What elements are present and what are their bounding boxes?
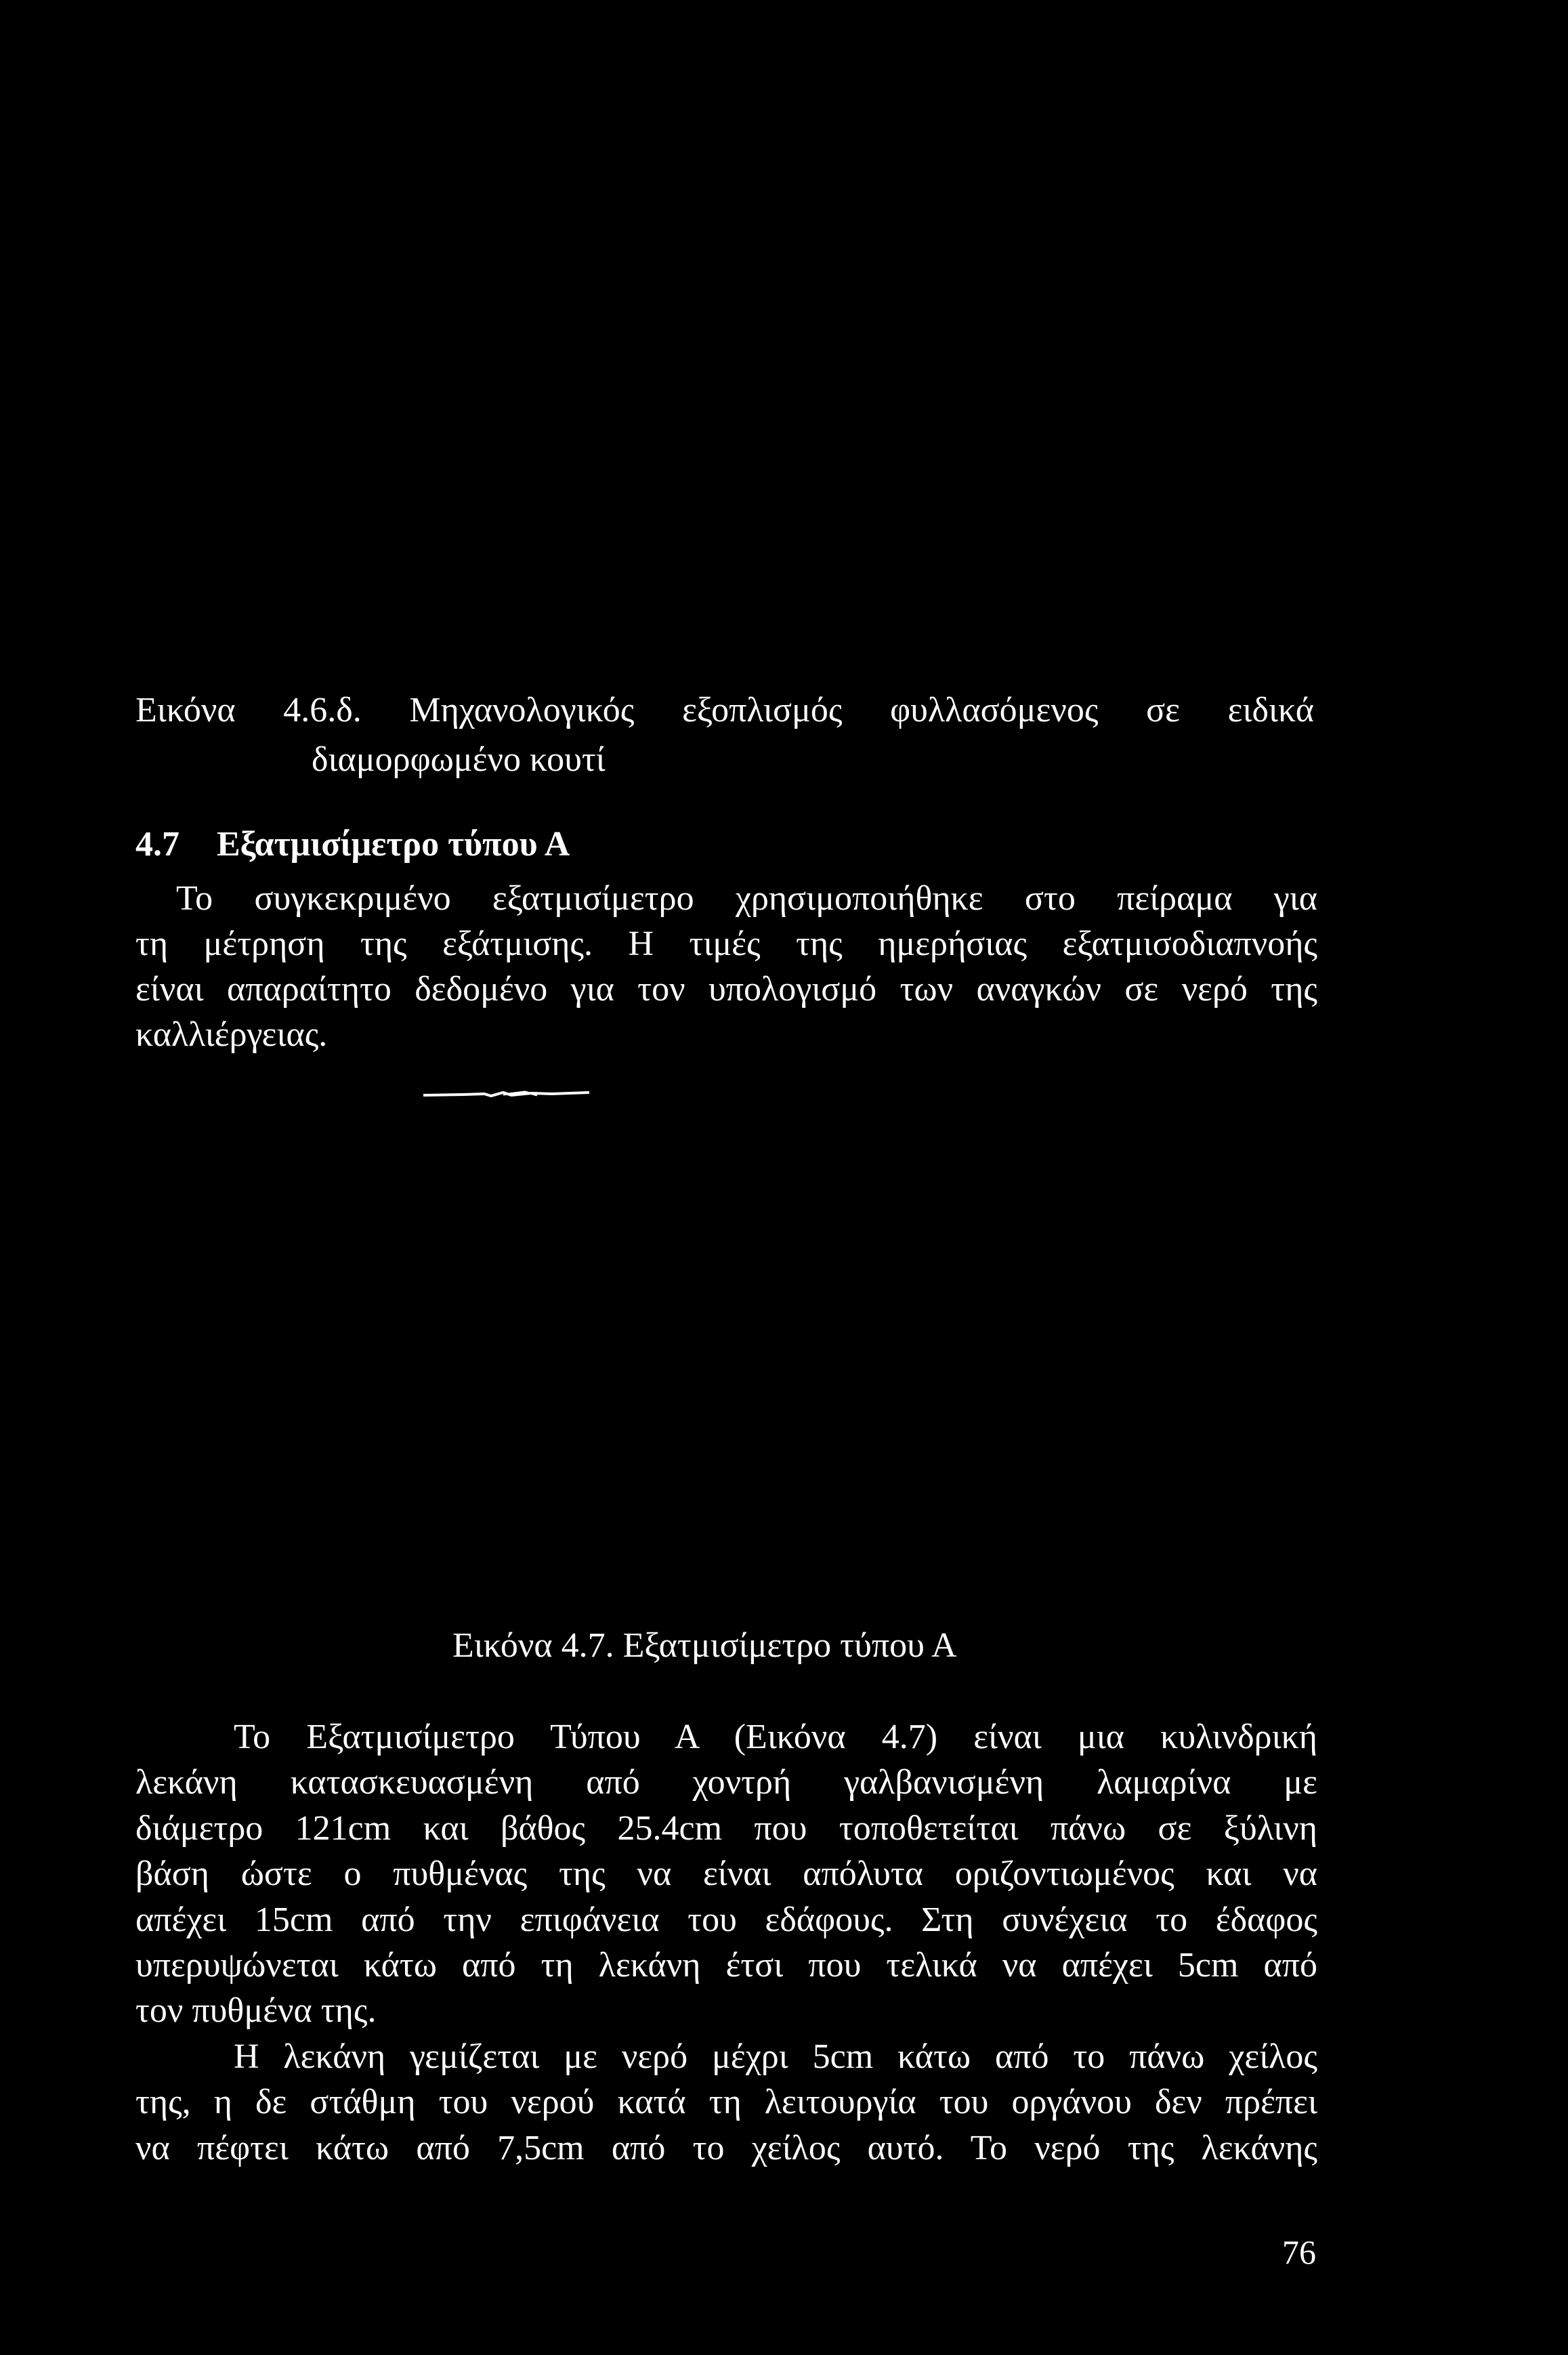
description-paragraph-line: υπερυψώνεται κάτω από τη λεκάνη έτσι που τελικά να απέχει 5cm από [135, 1946, 1317, 1985]
section-number: 4.7 [135, 825, 179, 864]
figure-image-remnant [423, 1089, 589, 1099]
description-paragraph-line: να πέφτει κάτω από 7,5cm από το χείλος αυτό. Το νερό της λεκάνης [135, 2129, 1317, 2167]
section-heading [135, 823, 570, 866]
description-paragraph-line: Το Εξατμισίμετρο Τύπου Α (Εικόνα 4.7) είναι μια κυλινδρική [234, 1718, 1317, 1756]
description-paragraph-line: Η λεκάνη γεμίζεται με νερό μέχρι 5cm κάτω από το πάνω χείλος [234, 2037, 1317, 2076]
description-paragraph-line: λεκάνη κατασκευασμένη από χοντρή γαλβανισμένη λαμαρίνα με [135, 1763, 1317, 1802]
intro-paragraph-line: Το συγκεκριμένο εξατμισίμετρο χρησιμοποιήθηκε στο πείραμα για [176, 879, 1317, 918]
section-title: Εξατμισίμετρο τύπου Α [217, 825, 570, 864]
description-paragraph-line: διάμετρο 121cm και βάθος 25.4cm που τοποθετείται πάνω σε ξύλινη [135, 1809, 1317, 1848]
description-paragraph-line: τον πυθμένα της. [135, 1991, 377, 2030]
description-paragraph-line: απέχει 15cm από την επιφάνεια του εδάφους. Στη συνέχεια το έδαφος [135, 1901, 1317, 1939]
intro-paragraph-line: είναι απαραίτητο δεδομένο για τον υπολογισμό των αναγκών σε νερό της [135, 970, 1317, 1009]
intro-paragraph-line: τη μέτρηση της εξάτμισης. Η τιμές της ημερήσιας εξατμισοδιαπνοής [135, 925, 1317, 963]
figure-caption-4-7: Εικόνα 4.7. Εξατμισίμετρο τύπου Α [452, 1626, 957, 1665]
intro-paragraph-line: καλλιέργειας. [135, 1015, 328, 1054]
figure-caption-4-6-d: Εικόνα 4.6.δ. Μηχανολογικός εξοπλισμός φυλλασόμενος σε ειδικά [135, 691, 1314, 729]
description-paragraph-line: βάση ώστε ο πυθμένας της να είναι απόλυτα οριζοντιωμένος και να [135, 1854, 1317, 1893]
page-number: 76 [1282, 2233, 1316, 2271]
description-paragraph-line: της, η δε στάθμη του νερού κατά τη λειτουργία του οργάνου δεν πρέπει [135, 2083, 1317, 2121]
figure-caption-4-6-d-continued: διαμορφωμένο κουτί [312, 740, 606, 779]
